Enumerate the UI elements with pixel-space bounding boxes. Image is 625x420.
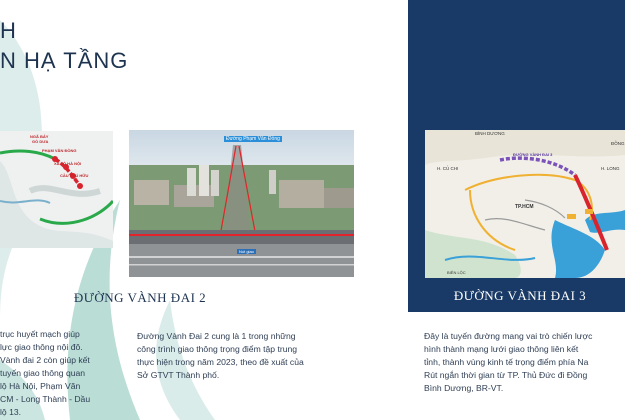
text-line: Đường Vành Đai 2 cung là 1 trong những	[137, 331, 296, 341]
text-line: lộ 13.	[0, 407, 22, 417]
text-line: tỉnh, thành vùng kinh tế trọng điểm phía Na	[424, 357, 589, 367]
map-label: H. CỦ CHI	[437, 166, 459, 171]
text-line: trục huyết mạch giúp	[0, 329, 80, 339]
ring-road-2-intro-text	[0, 328, 125, 419]
ring-road-2-photo	[129, 130, 354, 277]
text-line: CM - Long Thành - Dầu	[0, 394, 91, 404]
aerial-photo-graphic	[129, 130, 354, 277]
ring-road-2-caption: ĐƯỜNG VÀNH ĐAI 2	[73, 290, 207, 305]
map-label: PHẠM VĂN ĐỒNG	[42, 148, 77, 153]
map-label: BÌNH DƯƠNG	[475, 131, 505, 136]
ring-road-2-map	[0, 131, 113, 248]
text-line: công trình giao thông trọng điểm tập trung	[137, 344, 298, 354]
map-label: GÒ DƯA	[32, 139, 49, 144]
map-label: XA LỘ HÀ NỘI	[54, 161, 82, 166]
page-title-line2: N HẠ TẦNG	[0, 48, 129, 73]
text-line: Đây là tuyến đường mang vai trò chiến lược	[424, 331, 593, 341]
map-label: TP.HCM	[515, 204, 534, 210]
photo-road-tag: Đường Phạm Văn Đồng	[226, 136, 280, 142]
page-title-line1: H	[0, 18, 17, 43]
text-line: Rút ngắn thời gian từ TP. Thủ Đức đi Đồng	[424, 370, 588, 380]
map-label: CẦU PHÚ HỮU	[60, 173, 89, 178]
ring-road-3-map	[425, 130, 625, 278]
text-line: Sở GTVT Thành phố.	[137, 370, 220, 380]
text-line: Vành đai 2 còn giúp kết	[0, 355, 90, 365]
map-label: H. LONG	[601, 166, 620, 171]
text-line: tuyến giao thông quan	[0, 368, 86, 378]
map-label: NGÃ BẢY	[30, 134, 49, 139]
map-label: ĐƯỜNG VÀNH ĐAI 3	[513, 152, 553, 157]
map-label: BIÊN LỘC	[447, 270, 466, 275]
text-line: Bình Dương, BR-VT.	[424, 383, 504, 393]
text-line: hình thành mạng lưới giao thông liên kết	[424, 344, 579, 354]
ring-road-3-caption: ĐƯỜNG VÀNH ĐAI 3	[453, 288, 587, 303]
ring-road-2-description	[137, 330, 357, 382]
ring-road-3-description	[424, 330, 625, 395]
text-line: lực giao thông nội đô.	[0, 342, 83, 352]
map-label: ĐỒNG	[611, 141, 625, 146]
photo-bottom-tag: Nút giao	[239, 249, 254, 254]
text-line: lộ Hà Nội, Phạm Văn	[0, 381, 81, 391]
text-line: thực hiện trong năm 2023, theo đề xuất của	[137, 357, 304, 367]
